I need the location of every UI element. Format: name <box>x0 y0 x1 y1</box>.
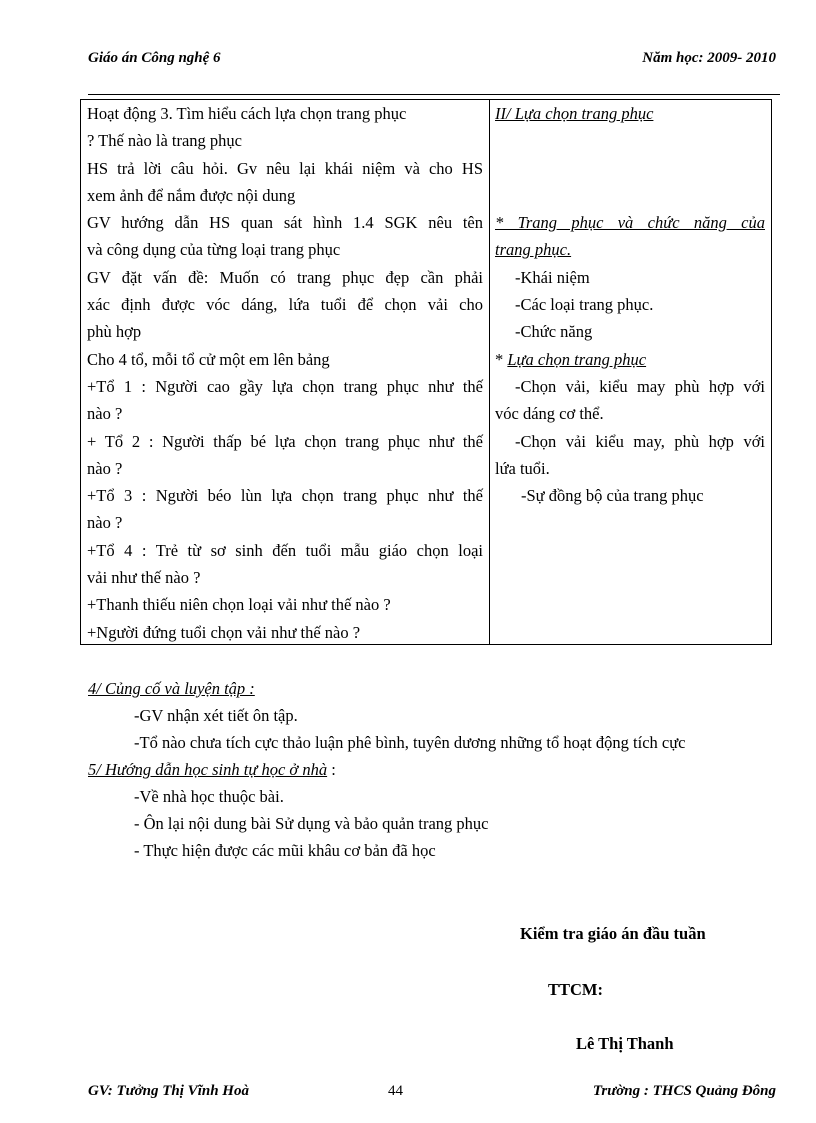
bullet-star: * <box>495 349 508 369</box>
content-item: -Chọn vải kiểu may, phù hợp với <box>515 431 765 451</box>
subheading-choosing: Lựa chọn trang phục <box>507 349 647 369</box>
activity-line: +Tổ 1 : Người cao gầy lựa chọn trang phục như thế <box>87 376 483 396</box>
subheading-clothing-function-cont: trang phục. <box>495 240 572 260</box>
activity-line: nào ? <box>87 513 123 533</box>
header-school-year: Năm học: 2009- 2010 <box>642 50 776 66</box>
activity-line: xác định được vóc dáng, lứa tuổi để chọn vải cho <box>87 295 483 315</box>
teacher-activity-column <box>87 100 483 646</box>
section5-title: 5/ Hướng dẫn học sinh tự học ở nhà : <box>88 760 336 779</box>
section4-title: 4/ Củng cố và luyện tập : <box>88 679 255 698</box>
activity-line: vải như thế nào ? <box>87 568 201 588</box>
content-item: -Khái niệm <box>515 267 590 287</box>
activity-line: nào ? <box>87 458 123 478</box>
activity-line: ? Thế nào là trang phục <box>87 131 243 151</box>
column-divider <box>489 100 490 644</box>
footer-teacher: GV: Tưởng Thị Vĩnh Hoà <box>88 1083 249 1099</box>
section-heading: II/ Lựa chọn trang phục <box>495 104 654 123</box>
header-rule <box>88 94 780 95</box>
content-item: -Sự đồng bộ của trang phục <box>521 486 704 506</box>
section4-item: -GV nhận xét tiết ôn tập. <box>134 706 298 725</box>
activity-line: nào ? <box>87 404 123 424</box>
content-item-cont: lứa tuổi. <box>495 458 550 478</box>
activity-line: Cho 4 tổ, mỗi tổ cử một em lên bảng <box>87 349 330 369</box>
activity-line: Hoạt động 3. Tìm hiểu cách lựa chọn trang phục <box>87 104 407 123</box>
footer-school: Trường : THCS Quảng Đông <box>592 1083 776 1099</box>
subheading-clothing-function: * Trang phục và chức năng của <box>495 213 765 233</box>
content-item: -Chức năng <box>515 322 593 342</box>
activity-line: +Người đứng tuổi chọn vải như thế nào ? <box>87 622 361 642</box>
content-item: -Chọn vải, kiểu may phù hợp với <box>515 376 765 396</box>
activity-line: xem ảnh để nắm được nội dung <box>87 185 296 205</box>
content-column <box>495 100 765 509</box>
content-item-cont: vóc dáng cơ thể. <box>495 404 604 424</box>
section5-item: -Về nhà học thuộc bài. <box>134 787 284 806</box>
page-header <box>88 50 776 72</box>
section4-item: -Tổ nào chưa tích cực thảo luận phê bình, tuyên dương những tổ hoạt động tích cực <box>134 733 686 752</box>
activity-line: +Tổ 4 : Trẻ từ sơ sinh đến tuổi mẫu giáo chọn loại <box>87 540 483 560</box>
activity-line: +Tổ 3 : Người béo lùn lựa chọn trang phục như thế <box>87 486 483 506</box>
lesson-table <box>80 99 772 645</box>
activity-line: GV hướng dẫn HS quan sát hình 1.4 SGK nêu tên <box>87 213 483 233</box>
page-footer <box>88 1083 776 1105</box>
activity-line: phù hợp <box>87 322 142 342</box>
section5-item: - Thực hiện được các mũi khâu cơ bản đã học <box>134 841 436 860</box>
page-number: 44 <box>388 1083 403 1099</box>
activity-line: GV đặt vấn đề: Muốn có trang phục đẹp cần phải <box>87 267 483 287</box>
header-subject: Giáo án Công nghệ 6 <box>88 50 221 66</box>
content-item: -Các loại trang phục. <box>515 295 654 315</box>
signature-role: TTCM: <box>548 980 603 999</box>
activity-line: HS trả lời câu hỏi. Gv nêu lại khái niệm và cho HS <box>87 158 483 178</box>
signature-name: Lê Thị Thanh <box>576 1034 674 1053</box>
signature-check-label: Kiểm tra giáo án đầu tuần <box>520 924 706 943</box>
activity-line: và công dụng của từng loại trang phục <box>87 240 341 260</box>
section5-item: - Ôn lại nội dung bài Sử dụng và bảo quản trang phục <box>134 814 489 833</box>
activity-line: +Thanh thiếu niên chọn loại vải như thế nào ? <box>87 595 391 615</box>
activity-line: + Tổ 2 : Người thấp bé lựa chọn trang phục như thế <box>87 431 483 451</box>
